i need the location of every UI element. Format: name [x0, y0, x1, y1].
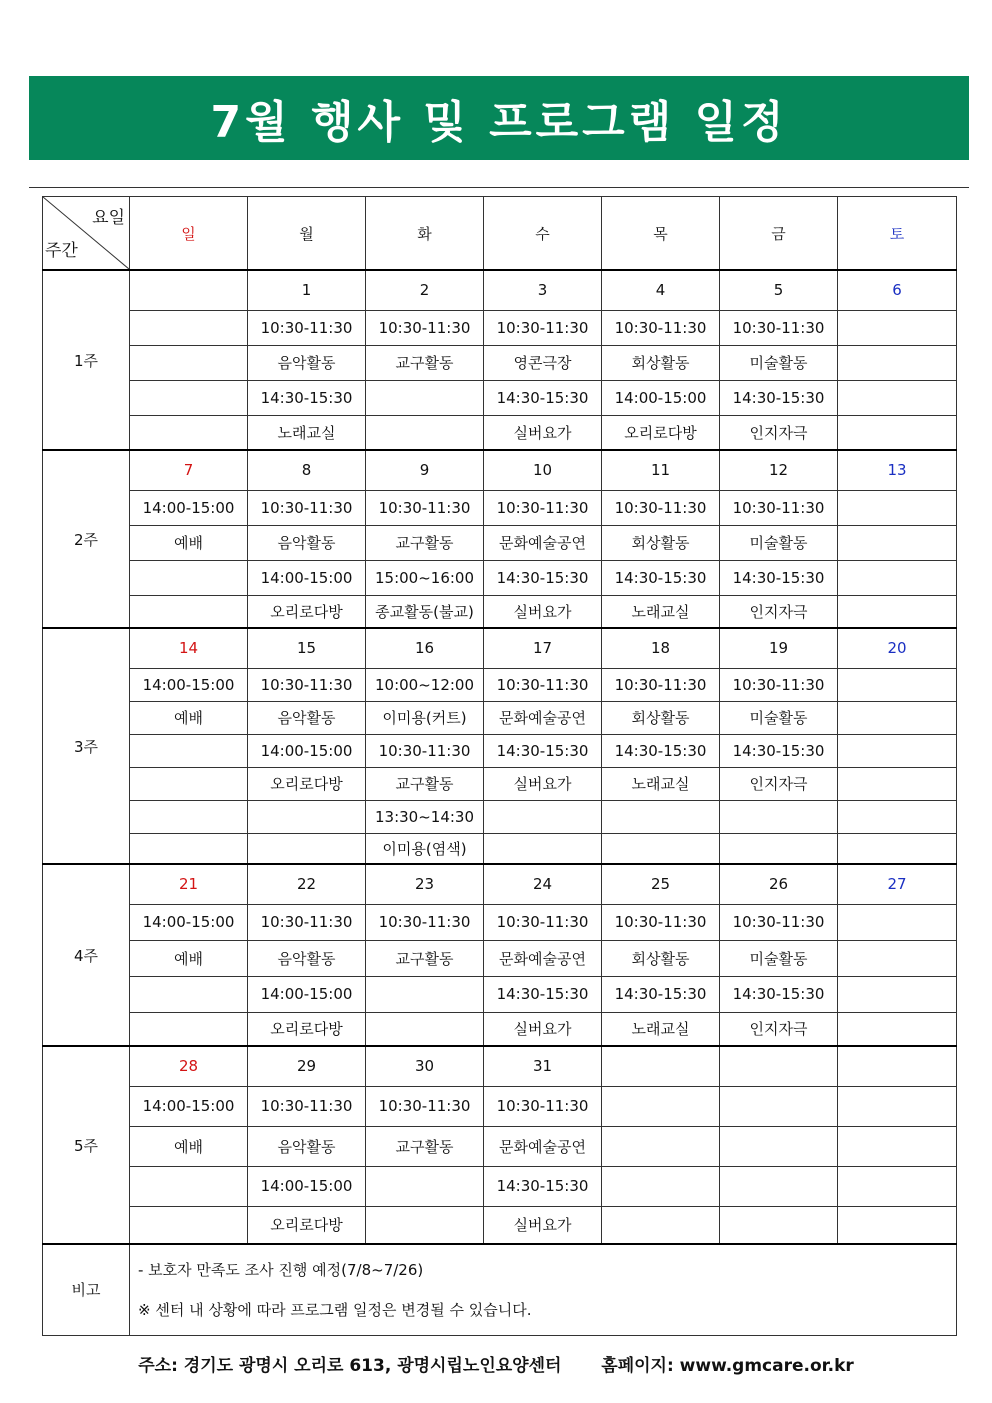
schedule-table — [42, 196, 957, 1336]
program-cell: 실버요가 — [484, 595, 602, 628]
time-cell: 10:30-11:30 — [484, 490, 602, 525]
program-cell — [366, 1206, 484, 1244]
date-row — [43, 864, 957, 904]
program-cell: 예배 — [130, 701, 248, 734]
program-row — [43, 490, 957, 525]
time-cell: 14:00-15:00 — [248, 560, 366, 595]
time-cell — [838, 490, 957, 525]
program-cell: 회상활동 — [602, 940, 720, 976]
time-cell: 10:30-11:30 — [366, 904, 484, 940]
time-cell: 14:30-15:30 — [602, 734, 720, 767]
time-cell — [720, 1086, 838, 1126]
time-cell: 10:30-11:30 — [248, 310, 366, 345]
program-cell: 노래교실 — [602, 767, 720, 800]
date-cell — [602, 1046, 720, 1086]
date-cell: 16 — [366, 628, 484, 668]
program-cell — [366, 415, 484, 450]
program-cell: 실버요가 — [484, 1012, 602, 1046]
program-cell: 노래교실 — [602, 1012, 720, 1046]
date-cell: 5 — [720, 270, 838, 310]
program-cell: 음악활동 — [248, 1126, 366, 1166]
program-cell: 인지자극 — [720, 1012, 838, 1046]
time-cell: 15:00~16:00 — [366, 560, 484, 595]
program-cell — [838, 1206, 957, 1244]
program-cell — [130, 1206, 248, 1244]
time-cell — [838, 1086, 957, 1126]
week-label: 2주 — [43, 450, 130, 628]
program-cell — [838, 701, 957, 734]
note-line: - 보호자 만족도 조사 진행 예정(7/8~7/26) — [138, 1260, 424, 1279]
program-row — [43, 310, 957, 345]
time-cell: 10:30-11:30 — [484, 1086, 602, 1126]
program-cell: 영콘극장 — [484, 345, 602, 380]
date-cell: 24 — [484, 864, 602, 904]
time-cell: 10:30-11:30 — [366, 734, 484, 767]
program-cell: 미술활동 — [720, 345, 838, 380]
time-cell: 10:30-11:30 — [720, 668, 838, 701]
note-line: ※ 센터 내 상황에 따라 프로그램 일정은 변경될 수 있습니다. — [138, 1300, 532, 1319]
program-cell — [602, 833, 720, 864]
time-cell: 14:00-15:00 — [248, 976, 366, 1012]
program-row — [43, 800, 957, 833]
date-cell: 25 — [602, 864, 720, 904]
program-cell — [130, 595, 248, 628]
time-cell: 14:00-15:00 — [248, 1166, 366, 1206]
week-label: 5주 — [43, 1046, 130, 1244]
time-cell — [130, 1166, 248, 1206]
time-cell — [838, 800, 957, 833]
corner-week-label: 주간 — [45, 241, 78, 261]
date-cell: 3 — [484, 270, 602, 310]
date-cell — [130, 270, 248, 310]
program-cell: 회상활동 — [602, 525, 720, 560]
program-row — [43, 940, 957, 976]
day-header-sat: 토 — [838, 197, 957, 271]
program-cell: 문화예술공연 — [484, 701, 602, 734]
program-row — [43, 595, 957, 628]
date-row — [43, 270, 957, 310]
time-cell — [838, 310, 957, 345]
program-cell — [130, 415, 248, 450]
program-cell — [720, 1126, 838, 1166]
time-cell — [838, 904, 957, 940]
date-row — [43, 1046, 957, 1086]
date-cell: 30 — [366, 1046, 484, 1086]
time-cell — [602, 1086, 720, 1126]
date-cell — [720, 1046, 838, 1086]
date-cell: 1 — [248, 270, 366, 310]
time-cell: 14:30-15:30 — [720, 976, 838, 1012]
notes-row — [43, 1244, 957, 1335]
program-cell — [602, 1206, 720, 1244]
program-cell: 예배 — [130, 940, 248, 976]
schedule-body — [43, 197, 957, 1336]
time-cell: 10:30-11:30 — [602, 310, 720, 345]
program-cell — [838, 415, 957, 450]
program-cell: 교구활동 — [366, 1126, 484, 1166]
time-cell: 14:30-15:30 — [484, 380, 602, 415]
program-cell: 문화예술공연 — [484, 940, 602, 976]
date-cell: 9 — [366, 450, 484, 490]
time-cell — [130, 380, 248, 415]
date-cell: 22 — [248, 864, 366, 904]
time-cell — [838, 1166, 957, 1206]
time-cell: 14:30-15:30 — [484, 560, 602, 595]
time-cell — [838, 380, 957, 415]
program-row — [43, 380, 957, 415]
program-cell: 문화예술공연 — [484, 525, 602, 560]
time-cell: 14:30-15:30 — [602, 560, 720, 595]
date-cell: 4 — [602, 270, 720, 310]
time-cell: 10:30-11:30 — [720, 490, 838, 525]
program-cell — [720, 833, 838, 864]
time-cell: 10:30-11:30 — [602, 490, 720, 525]
time-cell: 14:00-15:00 — [248, 734, 366, 767]
program-cell — [130, 833, 248, 864]
program-cell: 종교활동(불교) — [366, 595, 484, 628]
program-cell: 실버요가 — [484, 767, 602, 800]
page-title: 7월 행사 및 프로그램 일정 — [210, 97, 788, 148]
date-cell: 31 — [484, 1046, 602, 1086]
program-row — [43, 1126, 957, 1166]
time-cell — [720, 800, 838, 833]
day-header-tue: 화 — [366, 197, 484, 271]
program-cell: 이미용(커트) — [366, 701, 484, 734]
program-cell: 교구활동 — [366, 940, 484, 976]
program-row — [43, 1166, 957, 1206]
program-row — [43, 1086, 957, 1126]
time-cell: 14:30-15:30 — [720, 560, 838, 595]
time-cell — [602, 800, 720, 833]
time-cell: 10:30-11:30 — [484, 904, 602, 940]
date-cell: 6 — [838, 270, 957, 310]
time-cell — [130, 310, 248, 345]
program-row — [43, 904, 957, 940]
program-cell — [130, 1012, 248, 1046]
program-cell: 교구활동 — [366, 525, 484, 560]
program-cell: 오리로다방 — [248, 595, 366, 628]
time-cell: 14:00-15:00 — [130, 904, 248, 940]
time-cell: 10:30-11:30 — [366, 490, 484, 525]
program-cell: 미술활동 — [720, 525, 838, 560]
program-cell — [130, 345, 248, 380]
time-cell: 10:00~12:00 — [366, 668, 484, 701]
date-cell: 2 — [366, 270, 484, 310]
program-cell: 회상활동 — [602, 701, 720, 734]
date-cell: 23 — [366, 864, 484, 904]
program-cell: 회상활동 — [602, 345, 720, 380]
time-cell: 10:30-11:30 — [602, 904, 720, 940]
program-cell — [838, 345, 957, 380]
time-cell — [366, 1166, 484, 1206]
date-cell — [838, 1046, 957, 1086]
time-cell — [838, 560, 957, 595]
date-cell: 17 — [484, 628, 602, 668]
program-row — [43, 415, 957, 450]
program-cell: 미술활동 — [720, 940, 838, 976]
date-cell: 13 — [838, 450, 957, 490]
program-cell: 노래교실 — [248, 415, 366, 450]
time-cell: 14:30-15:30 — [484, 976, 602, 1012]
time-cell — [366, 976, 484, 1012]
program-cell: 인지자극 — [720, 595, 838, 628]
date-row — [43, 450, 957, 490]
time-cell — [366, 380, 484, 415]
program-cell: 인지자극 — [720, 767, 838, 800]
program-cell: 교구활동 — [366, 345, 484, 380]
week-label: 1주 — [43, 270, 130, 450]
date-cell: 28 — [130, 1046, 248, 1086]
program-row — [43, 668, 957, 701]
time-cell: 14:30-15:30 — [484, 1166, 602, 1206]
notes-label: 비고 — [43, 1244, 130, 1335]
footer — [0, 1351, 992, 1376]
date-cell: 20 — [838, 628, 957, 668]
time-cell: 13:30~14:30 — [366, 800, 484, 833]
program-cell — [130, 767, 248, 800]
footer-address: 주소: 경기도 광명시 오리로 613, 광명시립노인요양센터 — [138, 1356, 562, 1376]
program-cell: 예배 — [130, 525, 248, 560]
time-cell: 10:30-11:30 — [720, 310, 838, 345]
time-cell — [838, 976, 957, 1012]
date-cell: 27 — [838, 864, 957, 904]
program-cell: 음악활동 — [248, 525, 366, 560]
divider — [29, 187, 969, 188]
program-cell: 예배 — [130, 1126, 248, 1166]
corner-day-label: 요일 — [92, 208, 125, 228]
notes-content — [130, 1244, 957, 1335]
time-cell: 10:30-11:30 — [248, 668, 366, 701]
program-cell: 이미용(염색) — [366, 833, 484, 864]
program-cell: 오리로다방 — [248, 1206, 366, 1244]
time-cell — [484, 800, 602, 833]
time-cell: 10:30-11:30 — [602, 668, 720, 701]
time-cell: 14:30-15:30 — [720, 380, 838, 415]
week-label: 4주 — [43, 864, 130, 1046]
time-cell — [248, 800, 366, 833]
day-header-wed: 수 — [484, 197, 602, 271]
program-cell: 오리로다방 — [248, 1012, 366, 1046]
program-cell — [484, 833, 602, 864]
day-header-sun: 일 — [130, 197, 248, 271]
program-cell: 음악활동 — [248, 940, 366, 976]
time-cell — [838, 668, 957, 701]
time-cell: 14:00-15:00 — [130, 490, 248, 525]
time-cell — [130, 800, 248, 833]
program-row — [43, 1012, 957, 1046]
footer-homepage: 홈페이지: www.gmcare.or.kr — [601, 1356, 854, 1376]
date-cell: 18 — [602, 628, 720, 668]
program-cell — [838, 767, 957, 800]
program-cell — [838, 595, 957, 628]
program-row — [43, 560, 957, 595]
program-cell — [838, 525, 957, 560]
program-row — [43, 767, 957, 800]
program-cell — [248, 833, 366, 864]
week-label: 3주 — [43, 628, 130, 864]
time-cell: 14:30-15:30 — [484, 734, 602, 767]
program-cell: 인지자극 — [720, 415, 838, 450]
time-cell: 14:00-15:00 — [130, 668, 248, 701]
program-cell: 교구활동 — [366, 767, 484, 800]
time-cell: 14:30-15:30 — [248, 380, 366, 415]
program-row — [43, 734, 957, 767]
program-cell — [366, 1012, 484, 1046]
time-cell: 10:30-11:30 — [366, 310, 484, 345]
program-row — [43, 1206, 957, 1244]
date-cell: 21 — [130, 864, 248, 904]
program-cell: 오리로다방 — [248, 767, 366, 800]
date-row — [43, 628, 957, 668]
title-banner — [29, 76, 969, 160]
program-row — [43, 701, 957, 734]
date-cell: 19 — [720, 628, 838, 668]
time-cell: 10:30-11:30 — [366, 1086, 484, 1126]
time-cell: 14:30-15:30 — [602, 976, 720, 1012]
program-cell: 음악활동 — [248, 345, 366, 380]
corner-cell — [43, 197, 130, 271]
program-cell: 노래교실 — [602, 595, 720, 628]
time-cell: 14:00-15:00 — [602, 380, 720, 415]
time-cell: 14:30-15:30 — [720, 734, 838, 767]
date-cell: 14 — [130, 628, 248, 668]
date-cell: 15 — [248, 628, 366, 668]
time-cell — [130, 560, 248, 595]
header-row — [43, 197, 957, 271]
time-cell: 10:30-11:30 — [484, 668, 602, 701]
time-cell: 10:30-11:30 — [248, 1086, 366, 1126]
date-cell: 29 — [248, 1046, 366, 1086]
program-cell — [838, 940, 957, 976]
time-cell — [602, 1166, 720, 1206]
time-cell — [130, 734, 248, 767]
day-header-mon: 월 — [248, 197, 366, 271]
time-cell: 10:30-11:30 — [484, 310, 602, 345]
program-cell: 실버요가 — [484, 1206, 602, 1244]
time-cell — [720, 1166, 838, 1206]
date-cell: 12 — [720, 450, 838, 490]
time-cell: 14:00-15:00 — [130, 1086, 248, 1126]
time-cell: 10:30-11:30 — [720, 904, 838, 940]
program-cell: 오리로다방 — [602, 415, 720, 450]
date-cell: 7 — [130, 450, 248, 490]
program-row — [43, 345, 957, 380]
time-cell — [838, 734, 957, 767]
time-cell: 10:30-11:30 — [248, 490, 366, 525]
program-cell — [602, 1126, 720, 1166]
day-header-fri: 금 — [720, 197, 838, 271]
program-cell: 실버요가 — [484, 415, 602, 450]
program-cell: 문화예술공연 — [484, 1126, 602, 1166]
program-cell — [838, 1012, 957, 1046]
time-cell — [130, 976, 248, 1012]
program-row — [43, 833, 957, 864]
date-cell: 8 — [248, 450, 366, 490]
date-cell: 26 — [720, 864, 838, 904]
program-cell: 미술활동 — [720, 701, 838, 734]
program-cell: 음악활동 — [248, 701, 366, 734]
program-cell — [720, 1206, 838, 1244]
day-header-thu: 목 — [602, 197, 720, 271]
program-row — [43, 525, 957, 560]
date-cell: 11 — [602, 450, 720, 490]
program-cell — [838, 833, 957, 864]
date-cell: 10 — [484, 450, 602, 490]
program-row — [43, 976, 957, 1012]
time-cell: 10:30-11:30 — [248, 904, 366, 940]
program-cell — [838, 1126, 957, 1166]
